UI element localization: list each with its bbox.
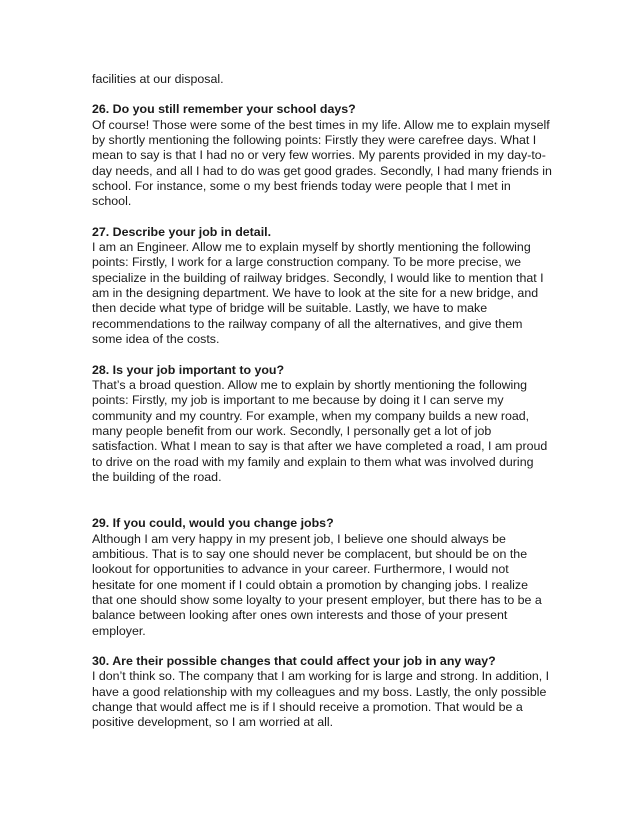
qa-section-29 <box>92 516 552 639</box>
answer-text: Although I am very happy in my present job, I believe one should always be ambitious. That is to say one should never be complacent, but should be on the lookout for opportunities to advance in your career. Furthermore, I would not hesitate for one moment if I could obtain a promotion by changing jobs. I realize that one should show some loyalty to your present employer, but there has to be a balance between looking after ones own interests and those of your present employer. <box>92 531 542 638</box>
question-heading: 26. Do you still remember your school days? <box>92 102 356 117</box>
qa-section-27 <box>92 225 552 348</box>
question-heading: 30. Are their possible changes that could affect your job in any way? <box>92 654 496 668</box>
question-heading: 27. Describe your job in detail. <box>92 224 272 239</box>
answer-text: That’s a broad question. Allow me to explain by shortly mentioning the following points: Firstly, my job is important to me because by doing it I can serve my community and my country. For example, when my company builds a new road, many people benefit from our work. Secondly, I personally get a lot of job satisfaction. What I mean to say is that after we have completed a road, I am proud to drive on the road with my family and explain to them what was involved during the building of the road. <box>92 377 548 484</box>
document-page <box>92 72 552 746</box>
qa-section-26 <box>92 102 552 209</box>
question-heading: 28. Is your job important to you? <box>92 362 285 377</box>
qa-section-28 <box>92 363 552 486</box>
answer-text: Of course! Those were some of the best times in my life. Allow me to explain myself by shortly mentioning the following points: Firstly they were carefree days. What I mean to say is that I had no or very few worries. My parents provided in my day-to-day needs, and all I had to do was get good grades. Secondly, I had many friends in school. For instance, some o my best friends today were people that I met in school. <box>92 117 552 209</box>
question-heading: 29. If you could, would you change jobs? <box>92 516 334 531</box>
answer-text: I am an Engineer. Allow me to explain myself by shortly mentioning the following points: Firstly, I work for a large construction company. To be more precise, we specialize in the building of railway bridges. Secondly, I would like to mention that I am in the designing department. We have to look at the site for a new bridge, and then decide what type of bridge will be suitable. Lastly, we have to make recommendations to the railway company of all the alternatives, and give them some idea of the costs. <box>92 240 544 347</box>
answer-text: I don’t think so. The company that I am working for is large and strong. In addition, I have a good relationship with my colleagues and my boss. Lastly, the only possible change that would affect me is if I should receive a promotion. That would be a positive development, so I am worried at all. <box>92 669 550 730</box>
qa-section-30 <box>92 654 552 731</box>
intro-text: facilities at our disposal. <box>92 72 224 86</box>
